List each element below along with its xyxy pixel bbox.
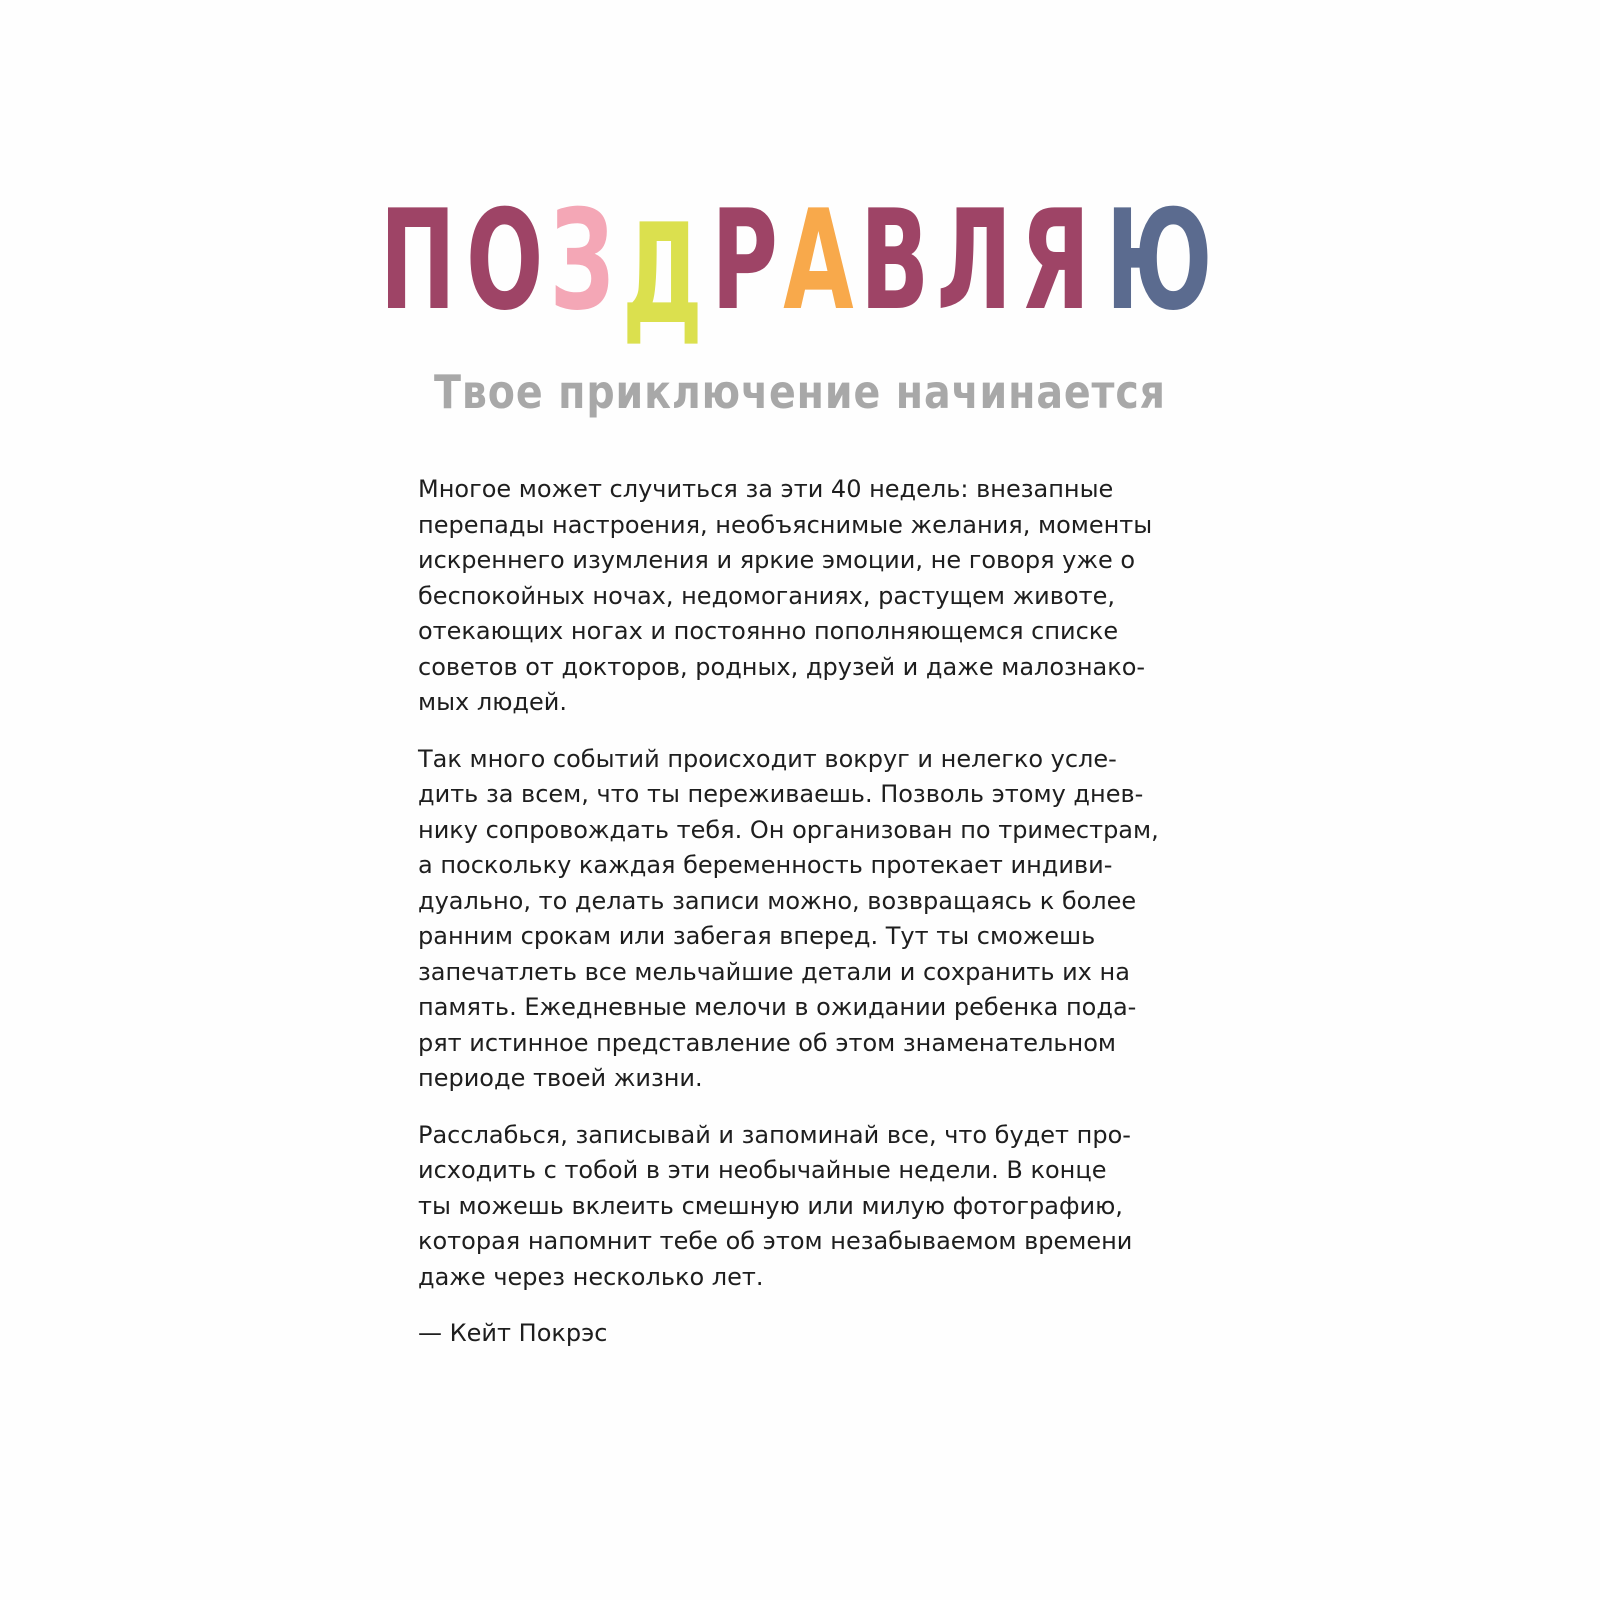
title-letter: Д [621, 194, 703, 355]
paragraph-3 [418, 1118, 1148, 1296]
body-text [418, 472, 1159, 1373]
text-line: мых людей. [418, 688, 568, 716]
text-line: память. Ежедневные мелочи в ожидании ребенка пода- [418, 993, 1137, 1021]
title-letter: А [783, 180, 854, 341]
title-letter: Я [1019, 180, 1090, 341]
text-line: периоде твоей жизни. [418, 1064, 703, 1092]
text-line: ранним срокам или забегая вперед. Тут ты сможешь [418, 922, 1096, 950]
text-line: беспокойных ночах, недомоганиях, растущем животе, [418, 581, 1115, 610]
text-line: Расслабься, записывай и запоминай все, что будет про- [418, 1120, 1131, 1149]
text-line: даже через несколько лет. [418, 1262, 764, 1291]
text-line: которая напомнит тебе об этом незабываемом времени [418, 1227, 1133, 1255]
text-line: запечатлеть все мельчайшие детали и сохранить их на [418, 957, 1130, 986]
text-line: советов от докторов, родных, друзей и даже малознако- [418, 652, 1146, 681]
text-line: нику сопровождать тебя. Он организован по триместрам, [418, 815, 1159, 844]
paragraph-1 [418, 472, 1153, 721]
title-letter: Л [936, 180, 1013, 341]
text-line: искреннего изумления и яркие эмоции, не говоря уже о [418, 546, 1136, 574]
paragraph-2 [418, 742, 1159, 1097]
text-line: дуально, то делать записи можно, возвращаясь к более [418, 886, 1137, 915]
text-line: перепады настроения, необъяснимые желания, моменты [418, 510, 1153, 539]
title-letter: З [549, 180, 615, 341]
title-letter: О [465, 180, 543, 341]
title-letter: Ю [1105, 180, 1213, 341]
page-subtitle: Твое приключение начинается [434, 365, 1166, 419]
title-letter: П [379, 180, 456, 341]
text-line: исходить с тобой в эти необычайные недели. В конце [418, 1156, 1107, 1184]
text-line: Так много событий происходит вокруг и нелегко усле- [418, 744, 1117, 773]
author-signature: — Кейт Покрэс [418, 1319, 608, 1347]
text-line: а поскольку каждая беременность протекает индиви- [418, 851, 1113, 879]
text-line: Многое может случиться за эти 40 недель: внезапные [418, 475, 1114, 503]
text-line: отекающих ногах и постоянно пополняющемся списке [418, 617, 1119, 645]
title-letter: В [859, 180, 930, 341]
text-line: ты можешь вклеить смешную или милую фотографию, [418, 1191, 1123, 1220]
text-line: дить за всем, что ты переживаешь. Позволь этому днев- [418, 780, 1144, 808]
title-letter: Р [711, 180, 778, 341]
page-title [0, 180, 1600, 355]
text-line: рят истинное представление об этом знаменательном [418, 1028, 1117, 1057]
